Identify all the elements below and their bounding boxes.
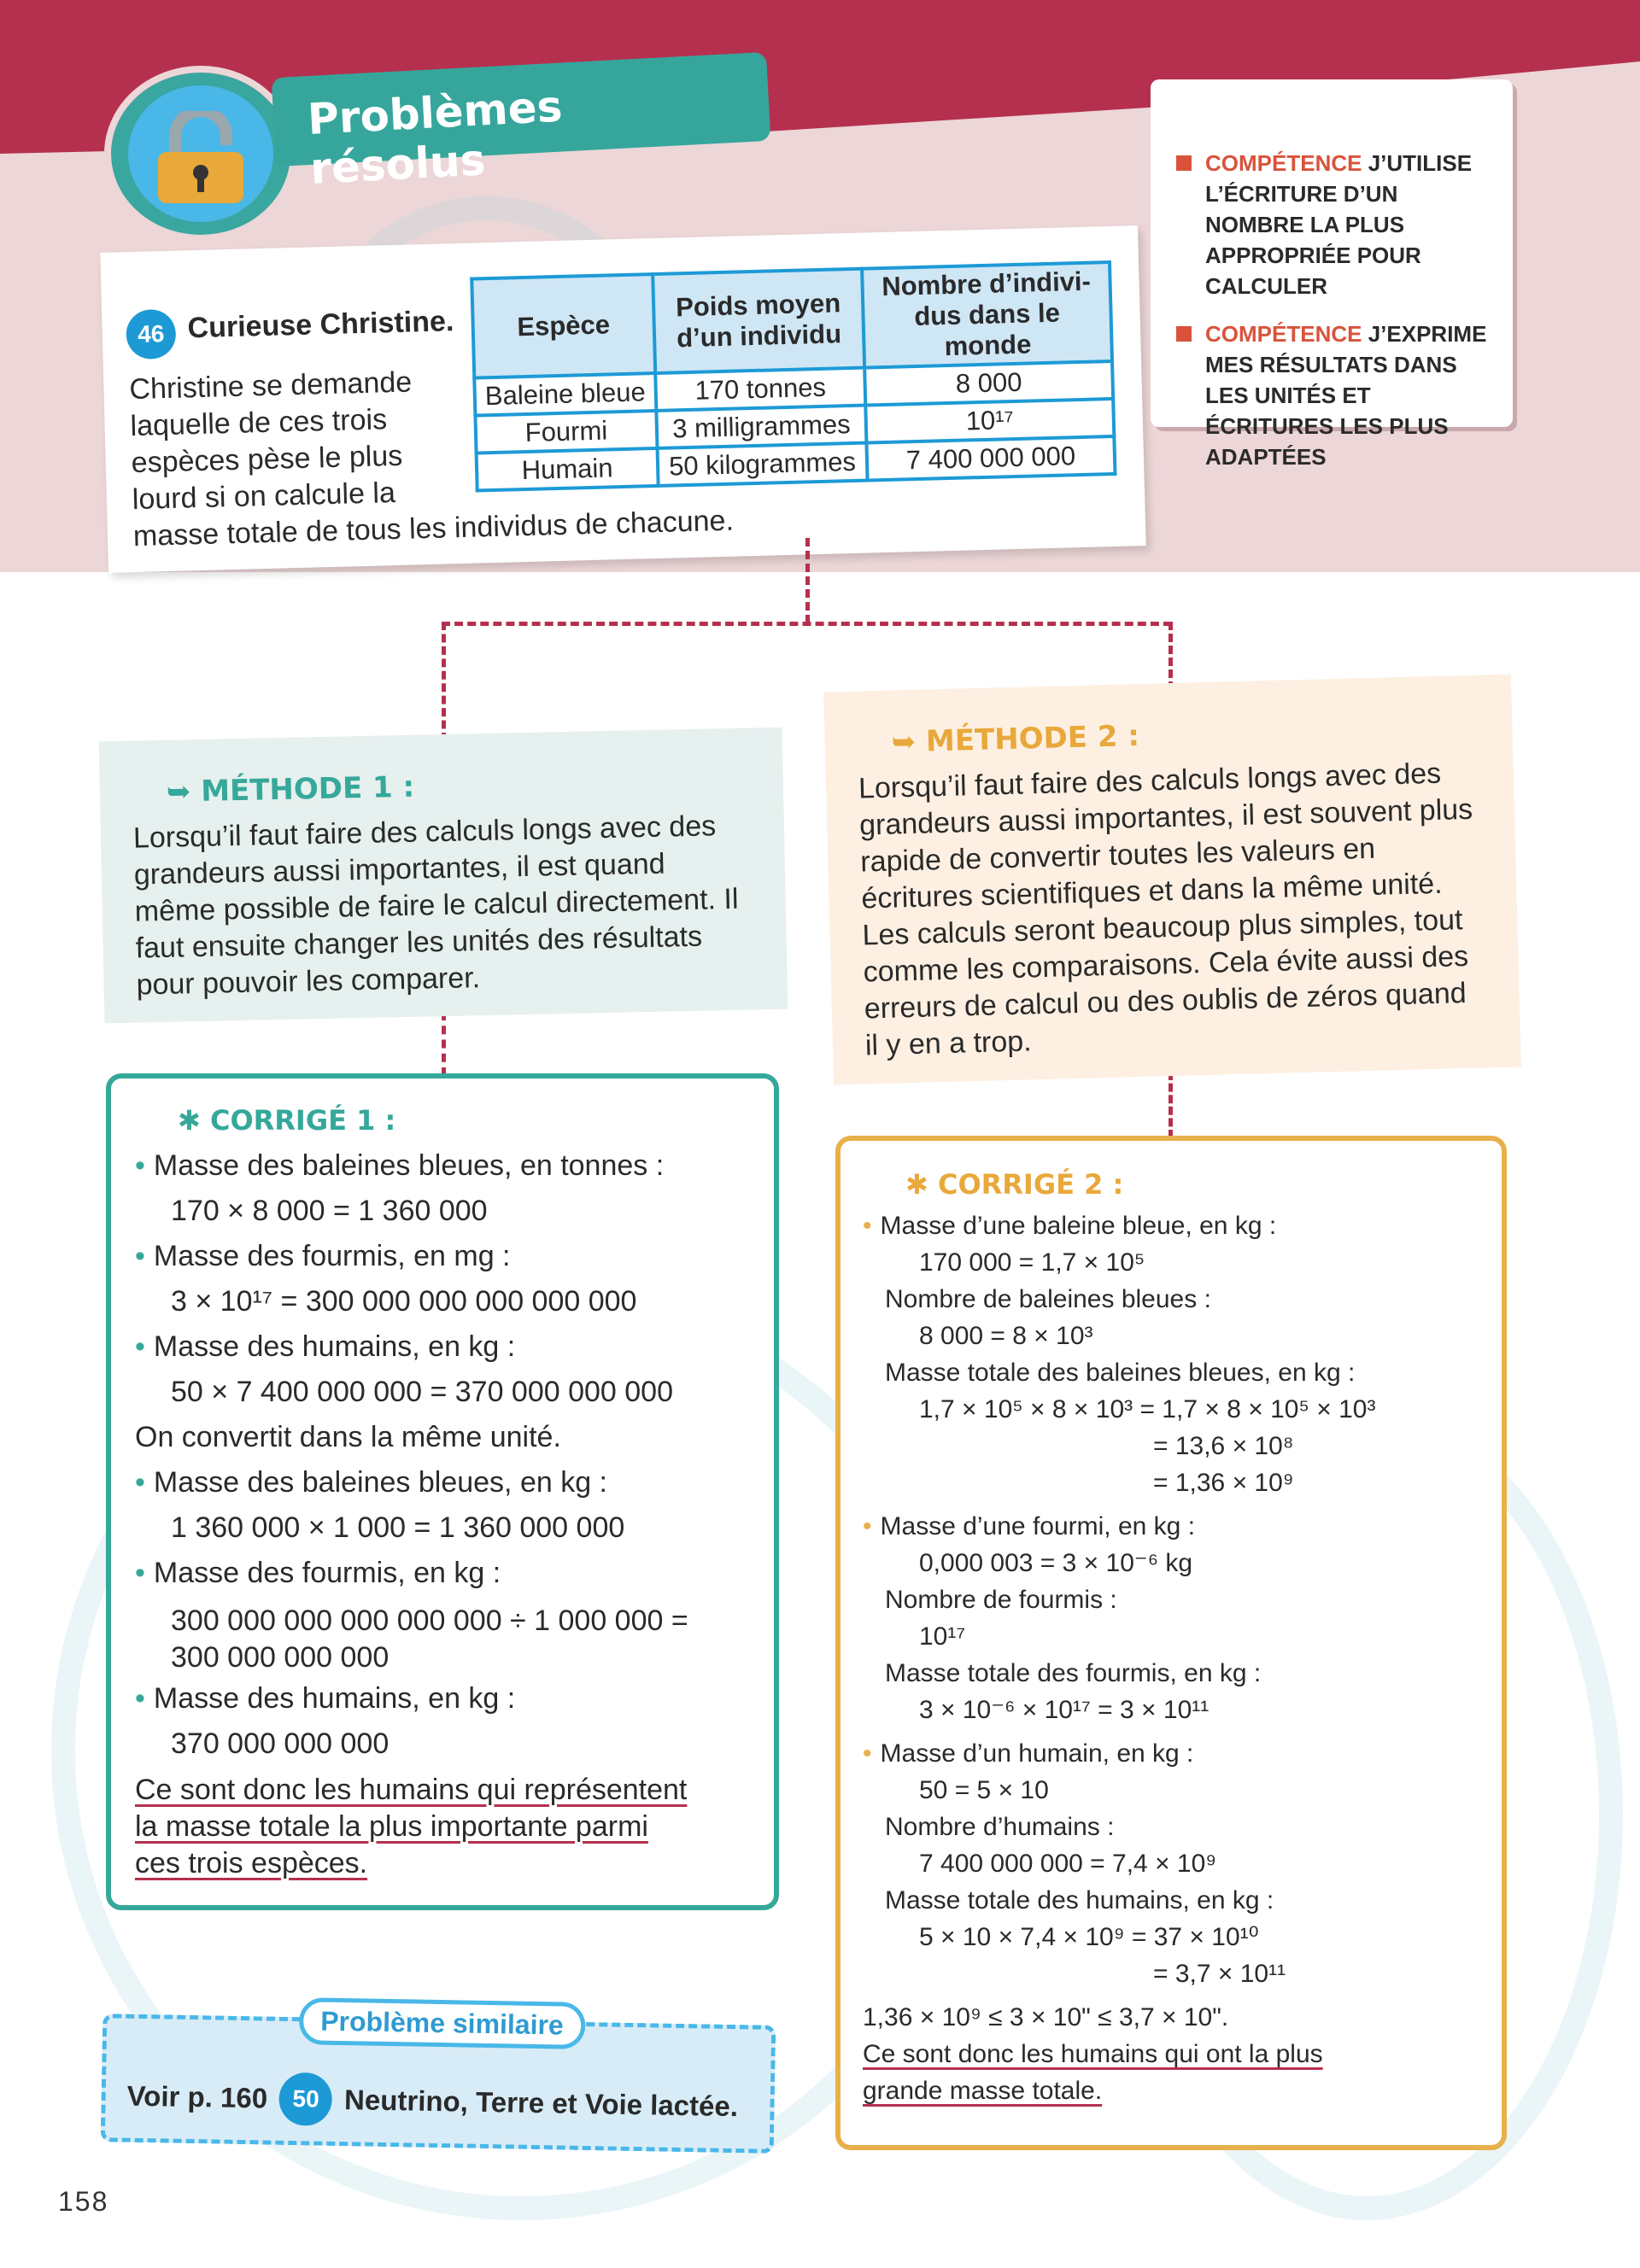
corrige-line: • Masse d’une fourmi, en kg : (863, 1508, 1479, 1545)
conclusion-line: ces trois espèces. (135, 1847, 368, 1879)
table-cell: 50 kilogrammes (658, 443, 868, 486)
competence-text: J’UTILISE L’ÉCRITURE D’UN NOMBRE LA PLUS APPROPRIÉE POUR CALCULER (1205, 150, 1473, 299)
table-cell: Fourmi (475, 411, 657, 453)
corrige-2-title: ✱ CORRIGÉ 2 : (905, 1168, 1124, 1201)
table-cell: 7 400 000 000 (866, 436, 1115, 481)
corrige-line: • Masse des humains, en kg : (135, 1324, 750, 1370)
competence-keyword: COMPÉTENCE (1205, 150, 1362, 176)
similar-problem-link[interactable] (126, 2070, 738, 2133)
problem-line: Christine se demande (129, 365, 413, 406)
corrige-line: 300 000 000 000 000 000 ÷ 1 000 000 = (171, 1605, 688, 1637)
table-header: Nombre d’indivi-dus dans le monde (862, 262, 1112, 368)
table-cell: Humain (477, 448, 659, 491)
similar-problem-title: Neutrino, Terre et Voie lactée. (343, 2084, 739, 2123)
connector-line (805, 538, 810, 623)
table-header: Espèce (472, 274, 655, 378)
connector-line (442, 622, 1172, 626)
corrige-1-title: ✱ CORRIGÉ 1 : (178, 1104, 396, 1137)
similar-problem-page: Voir p. 160 (126, 2079, 268, 2114)
competence-item (1176, 319, 1496, 472)
methode-2-title: ➥ MÉTHODE 2 : (891, 718, 1140, 760)
comparison-line: 1,36 × 10⁹ ≤ 3 × 10" ≤ 3,7 × 10". (863, 2003, 1229, 2031)
corrige-line: • Masse des baleines bleues, en tonnes : (135, 1143, 750, 1189)
corrige-line: On convertit dans la même unité. (135, 1421, 561, 1453)
corrige-line: • Masse des fourmis, en mg : (135, 1234, 750, 1279)
problem-line: espèces pèse le plus (131, 439, 403, 480)
conclusion-line: Ce sont donc les humains qui ont la plus (863, 2040, 1323, 2068)
corrige-line: 8 000 = 8 × 10³ (919, 1322, 1093, 1350)
corrige-line: 50 × 7 400 000 000 = 370 000 000 000 (171, 1376, 673, 1408)
table-cell: 3 milligrammes (656, 406, 866, 448)
page-title: Problèmes résolus (272, 52, 771, 167)
page-number: 158 (58, 2186, 109, 2217)
methode-1-box (99, 728, 788, 1024)
similar-problem-number: 50 (279, 2072, 333, 2126)
lock-icon (149, 111, 252, 205)
corrige-line: = 1,36 × 10⁹ (1153, 1469, 1294, 1497)
conclusion-line: Ce sont donc les humains qui représentent (135, 1774, 688, 1806)
corrige-line: • Masse d’une baleine bleue, en kg : (863, 1207, 1479, 1244)
corrige-line: Nombre de baleines bleues : (885, 1285, 1211, 1313)
problem-line: masse totale de tous les individus de chacune. (132, 504, 735, 553)
corrige-line: 170 × 8 000 = 1 360 000 (171, 1195, 488, 1227)
species-table (470, 260, 1116, 493)
conclusion-line: grande masse totale. (863, 2077, 1103, 2105)
corrige-line: 5 × 10 × 7,4 × 10⁹ = 37 × 10¹⁰ (919, 1923, 1259, 1951)
problem-number: 46 (126, 309, 176, 359)
methode-1-title: ➥ MÉTHODE 1 : (166, 769, 415, 810)
connector-line (442, 1012, 446, 1076)
methode-2-box (823, 675, 1521, 1085)
corrige-line: 0,000 003 = 3 × 10⁻⁶ kg (919, 1549, 1193, 1577)
corrige-line: • Masse des baleines bleues, en kg : (135, 1460, 750, 1505)
corrige-line: 10¹⁷ (919, 1622, 966, 1651)
table-cell: Baleine bleue (474, 373, 656, 416)
methode-2-text: Lorsqu’il faut faire des calculs longs avec des grandeurs aussi importantes, il est souvent plus rapide de convertir toutes les valeurs en écritures scientifiques et dans la même unité. Les calculs seront beaucoup plus simples, tout comme les comparaisons. Cela évite aussi des erreurs de calcul ou des oublis de zéros quand il y en a trop. (858, 757, 1473, 1062)
corrige-line: 3 × 10⁻⁶ × 10¹⁷ = 3 × 10¹¹ (919, 1696, 1210, 1724)
methode-1-text: Lorsqu’il faut faire des calculs longs avec des grandeurs aussi importantes, il est quand même possible de faire le calcul directement. Il faut ensuite changer les unités des résultats pour pouvoir les comparer. (132, 810, 739, 1002)
corrige-line: Masse totale des fourmis, en kg : (885, 1659, 1262, 1687)
conclusion-line: la masse totale la plus importante parmi (135, 1810, 648, 1843)
corrige-line: 1 360 000 × 1 000 = 1 360 000 000 (171, 1511, 625, 1544)
corrige-line: = 3,7 × 10¹¹ (1153, 1960, 1286, 1988)
square-bullet-icon (1176, 155, 1192, 171)
table-header: Poids moyen d’un individu (653, 269, 864, 373)
table-cell: 8 000 (864, 361, 1113, 406)
corrige-line: Nombre de fourmis : (885, 1586, 1117, 1614)
table-cell: 170 tonnes (655, 368, 865, 411)
corrige-line: 3 × 10¹⁷ = 300 000 000 000 000 000 (171, 1285, 637, 1318)
corrige-line: 300 000 000 000 (171, 1641, 390, 1674)
problem-line: lourd si on calcule la (132, 476, 396, 517)
corrige-line: 1,7 × 10⁵ × 8 × 10³ = 1,7 × 8 × 10⁵ × 10³ (919, 1395, 1376, 1423)
corrige-line: 50 = 5 × 10 (919, 1776, 1049, 1804)
corrige-line: Masse totale des baleines bleues, en kg : (885, 1359, 1356, 1387)
problem-card (100, 225, 1145, 573)
corrige-line: • Masse des fourmis, en kg : (135, 1551, 750, 1596)
problem-title: Curieuse Christine. (187, 305, 454, 345)
corrige-line: = 13,6 × 10⁸ (1153, 1432, 1294, 1460)
connector-line (1168, 1072, 1173, 1138)
corrige-line: 170 000 = 1,7 × 10⁵ (919, 1248, 1145, 1277)
corrige-line: Masse totale des humains, en kg : (885, 1886, 1274, 1914)
corrige-line: 7 400 000 000 = 7,4 × 10⁹ (919, 1850, 1217, 1878)
competence-text: J’EXPRIME MES RÉSULTATS DANS LES UNITÉS ET ÉCRITURES LES PLUS ADAPTÉES (1205, 321, 1487, 470)
corrige-line: • Masse des humains, en kg : (135, 1676, 750, 1721)
problem-line: laquelle de ces trois (130, 403, 388, 443)
similar-problem-tag: Problème similaire (299, 1997, 585, 2049)
corrige-line: • Masse d’un humain, en kg : (863, 1735, 1479, 1772)
similar-problem-box[interactable] (101, 2005, 776, 2154)
corrige-line: Nombre d’humains : (885, 1813, 1115, 1841)
competences-box (1151, 79, 1513, 470)
corrige-1-box (106, 1073, 779, 1910)
corrige-2-box (835, 1136, 1507, 2150)
connector-line (442, 622, 446, 741)
competence-item (1176, 148, 1496, 301)
connector-line (1168, 622, 1173, 690)
competence-keyword: COMPÉTENCE (1205, 321, 1362, 347)
square-bullet-icon (1176, 326, 1192, 342)
table-cell: 10¹⁷ (865, 399, 1114, 443)
corrige-line: 370 000 000 000 (171, 1727, 390, 1760)
